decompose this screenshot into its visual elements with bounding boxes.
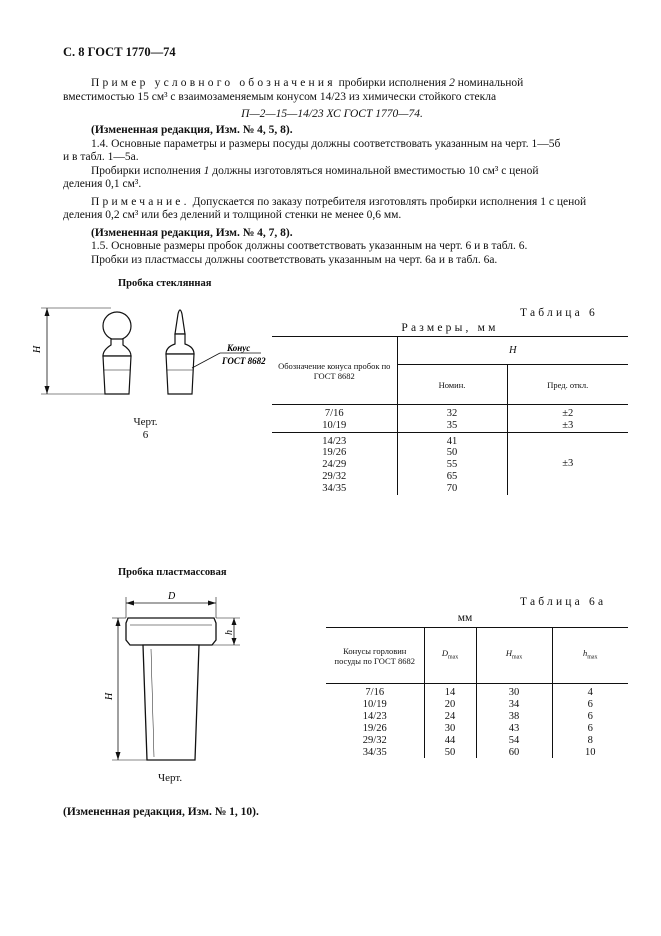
note-line-1: Примечание. Допускается по заказу потребителя изготовлять пробирки исполнения 1 с ценой bbox=[91, 196, 587, 208]
plastic-stopper-drawing bbox=[98, 585, 258, 770]
table-row: 34/35 70 bbox=[272, 483, 628, 495]
example-line-2: вместимостью 15 см³ с взаимозаменяемым конусом 14/23 из химически стойкого стекла bbox=[63, 91, 497, 103]
p14-line-2: и в табл. 1—5а. bbox=[63, 151, 139, 163]
glass-stopper-drawing bbox=[25, 290, 285, 425]
dim-h-big-label: H bbox=[104, 692, 115, 700]
table-row: 7/16 14 30 4 bbox=[326, 684, 628, 699]
table-row: 19/26 30 43 6 bbox=[326, 722, 628, 734]
p14-line-4: деления 0,1 см³. bbox=[63, 178, 142, 190]
edit-note-2: (Измененная редакция, Изм. № 4, 7, 8). bbox=[91, 227, 293, 239]
cone-label-2: ГОСТ 8682 bbox=[222, 356, 266, 366]
arrow-bottom bbox=[45, 386, 50, 394]
table6-col-nom: Номин. bbox=[397, 365, 507, 405]
arrow-top bbox=[45, 308, 50, 316]
table-row: 24/29 55 bbox=[272, 459, 628, 471]
table-row: 14/23 24 38 6 bbox=[326, 710, 628, 722]
p14-line-1: 1.4. Основные параметры и размеры посуды должны соответствовать указанным на черт. 1—5б bbox=[91, 138, 561, 150]
edit-note-3: (Измененная редакция, Изм. № 1, 10). bbox=[63, 806, 259, 818]
stopper-tip bbox=[175, 310, 185, 334]
table6a-col-hs: $h_{max}$ bbox=[552, 628, 628, 684]
table-row: 7/16 32 ±2 bbox=[272, 405, 628, 420]
example-designation: П—2—15—14/23 ХС ГОСТ 1770—74. bbox=[241, 108, 423, 120]
table6 bbox=[272, 336, 628, 495]
dim-d-label: D bbox=[168, 591, 176, 602]
stopper-cone-2 bbox=[166, 354, 194, 394]
cone-label-1: Конус bbox=[227, 343, 251, 353]
page-header: С. 8 ГОСТ 1770—74 bbox=[63, 45, 176, 59]
dim-h-small-label: h bbox=[224, 630, 235, 635]
example-line-1: Пример условного обозначения пробирки исполнения 2 номинальной bbox=[91, 77, 524, 89]
table6-col-h: H bbox=[397, 337, 628, 365]
table6a-col-cone: Конусы горловин посуды по ГОСТ 8682 bbox=[334, 645, 415, 666]
table-row: 29/32 65 bbox=[272, 471, 628, 483]
plastic-stopper-title: Пробка пластмассовая bbox=[118, 567, 227, 578]
table-row: 10/19 35 ±3 bbox=[272, 419, 628, 432]
p15-line-1: 1.5. Основные размеры пробок должны соответствовать указанным на черт. 6 и в табл. 6. bbox=[91, 240, 528, 252]
table6a-units: мм bbox=[457, 612, 473, 624]
stopper-cone-1 bbox=[103, 356, 131, 394]
table6-units: Размеры, мм bbox=[401, 322, 499, 334]
glass-stopper-title: Пробка стеклянная bbox=[118, 278, 212, 289]
example-spaced: Пример условного обозначения bbox=[91, 77, 336, 89]
table6-title: Таблица 6 bbox=[520, 307, 598, 319]
p15-line-2: Пробки из пластмассы должны соответствовать указанным на черт. 6а и в табл. 6а. bbox=[91, 254, 498, 266]
fig6a-caption: Черт. bbox=[158, 772, 183, 784]
table6-col-designation: Обозначение конуса пробок по ГОСТ 8682 bbox=[272, 337, 397, 405]
plastic-cap bbox=[126, 618, 216, 645]
table6a bbox=[326, 627, 628, 758]
table-row: 19/26 50 bbox=[272, 447, 628, 459]
table6a-title: Таблица 6а bbox=[520, 596, 607, 608]
table-row: 29/32 44 54 8 bbox=[326, 734, 628, 746]
note-line-2: деления 0,2 см³ или без делений и толщиной стенки не менее 0,6 мм. bbox=[63, 209, 402, 221]
fig6-caption: Черт. 6 bbox=[133, 416, 158, 441]
table6-col-dev: Пред. откл. bbox=[507, 365, 628, 405]
dim-h-label: H bbox=[32, 345, 43, 353]
table-row: 34/35 50 60 10 bbox=[326, 746, 628, 758]
stopper-ball bbox=[103, 312, 131, 340]
table6a-col-h: $H_{max}$ bbox=[476, 628, 552, 684]
table6-group2-dev: ±3 bbox=[507, 432, 628, 495]
table-row: 10/19 20 34 6 bbox=[326, 698, 628, 710]
table6a-col-d: $D_{max}$ bbox=[424, 628, 476, 684]
edit-note-1: (Измененная редакция, Изм. № 4, 5, 8). bbox=[91, 124, 293, 136]
table-row: 14/23 41 ±3 bbox=[272, 432, 628, 447]
p14-line-3: Пробирки исполнения 1 должны изготовляться номинальной вместимостью 10 см³ с ценой bbox=[91, 165, 539, 177]
